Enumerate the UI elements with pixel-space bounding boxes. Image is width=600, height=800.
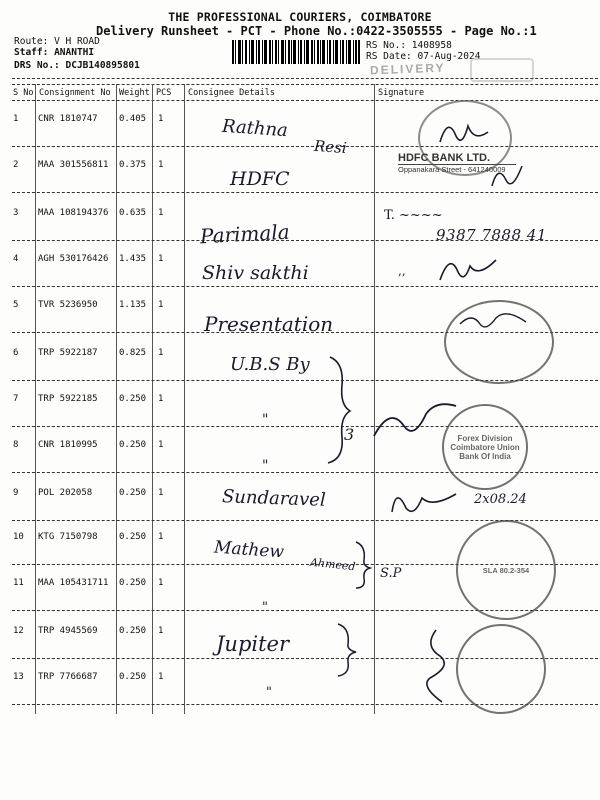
row-consignment: AGH 530176426 xyxy=(38,254,109,264)
route-label: Route: xyxy=(14,36,49,47)
row-sno: 9 xyxy=(13,488,19,498)
signature-mark xyxy=(436,250,506,286)
signature-mark xyxy=(386,480,466,520)
rs-no-value: 1408958 xyxy=(411,40,452,51)
rule-header-top xyxy=(12,84,598,85)
row-consignment: CNR 1810747 xyxy=(38,114,98,124)
row-consignment: CNR 1810995 xyxy=(38,440,98,450)
row-weight: 0.250 xyxy=(119,532,147,542)
signature-mark xyxy=(416,626,466,706)
row-sno: 11 xyxy=(13,578,24,588)
handwritten-name: Presentation xyxy=(204,312,334,336)
runsheet-title: Delivery Runsheet - PCT - Phone No.:0422-3505555 - Page No.:1 xyxy=(96,24,537,38)
handwritten-name: Ahmeed xyxy=(309,555,357,574)
row-weight: 0.250 xyxy=(119,488,147,498)
faded-delivery-stamp: DELIVERY xyxy=(369,60,446,78)
forex-stamp: Forex Division Coimbatore Union Bank Of India xyxy=(442,404,528,490)
handwritten-name: Jupiter xyxy=(216,632,290,656)
handwritten-signature: S.P xyxy=(380,566,402,581)
row-weight: 0.405 xyxy=(119,114,147,124)
drs-line xyxy=(14,60,140,71)
rs-no-line xyxy=(366,40,452,51)
col-divider xyxy=(35,84,36,714)
row-weight: 0.250 xyxy=(119,626,147,636)
row-pcs: 1 xyxy=(158,300,164,310)
row-sno: 3 xyxy=(13,208,19,218)
drs-label: DRS No.: xyxy=(14,60,60,71)
row-consignment: TVR 5236950 xyxy=(38,300,98,310)
row-consignment: TRP 5922187 xyxy=(38,348,98,358)
rs-date-value: 07-Aug-2024 xyxy=(417,51,481,62)
row-pcs: 1 xyxy=(158,160,164,170)
handwritten-name: Shiv sakthi xyxy=(202,262,309,284)
row-consignment: TRP 7766687 xyxy=(38,672,98,682)
handwritten-name: Rathna xyxy=(221,115,289,142)
col-divider xyxy=(152,84,153,714)
row-consignment: TRP 5922185 xyxy=(38,394,98,404)
ditto-mark: " xyxy=(262,458,269,474)
row-separator xyxy=(12,286,598,287)
row-pcs: 1 xyxy=(158,488,164,498)
row-weight: 0.825 xyxy=(119,348,147,358)
brace-number: 3 xyxy=(344,425,355,444)
barcode-image xyxy=(232,40,360,64)
row-consignment: MAA 105431711 xyxy=(38,578,109,588)
route-line xyxy=(14,36,100,47)
ditto-mark: ,, xyxy=(398,264,406,278)
row-weight: 0.635 xyxy=(119,208,147,218)
row-pcs: 1 xyxy=(158,578,164,588)
row-weight: 0.250 xyxy=(119,440,147,450)
row-weight: 0.375 xyxy=(119,160,147,170)
row-weight: 0.250 xyxy=(119,394,147,404)
row-pcs: 1 xyxy=(158,440,164,450)
row-sno: 6 xyxy=(13,348,19,358)
route-value: V H ROAD xyxy=(54,36,100,47)
col-header-consignment: Consignment No xyxy=(39,88,111,98)
rs-date-label: RS Date: xyxy=(366,51,412,62)
row-weight: 1.435 xyxy=(119,254,147,264)
handwritten-date: 2x08.24 xyxy=(474,492,527,507)
row-pcs: 1 xyxy=(158,208,164,218)
handwritten-signature: T. ~~~~ xyxy=(384,208,443,223)
handwritten-name: Resi xyxy=(313,136,348,158)
sla-stamp: SLA 80.2-354 xyxy=(456,520,556,620)
hdfc-stamp-title: HDFC BANK LTD. xyxy=(398,152,491,164)
ditto-mark: " xyxy=(262,600,268,615)
row-sno: 8 xyxy=(13,440,19,450)
ditto-mark: " xyxy=(266,685,272,700)
signature-mark xyxy=(436,112,496,152)
rs-date-line xyxy=(366,51,480,62)
row-pcs: 1 xyxy=(158,626,164,636)
row-sno: 7 xyxy=(13,394,19,404)
col-divider xyxy=(116,84,117,714)
col-header-pcs: PCS xyxy=(156,88,172,98)
row-pcs: 1 xyxy=(158,254,164,264)
brace-mark xyxy=(350,540,380,590)
row-consignment: MAA 301556811 xyxy=(38,160,109,170)
row-sno: 4 xyxy=(13,254,19,264)
brace-mark xyxy=(320,355,360,465)
row-sno: 5 xyxy=(13,300,19,310)
col-header-consignee: Consignee Details xyxy=(188,88,275,98)
staff-line xyxy=(14,47,94,58)
rule-header-bottom xyxy=(12,100,598,101)
drs-value: DCJB140895801 xyxy=(65,60,140,71)
row-consignment: POL 202058 xyxy=(38,488,93,498)
row-sno: 13 xyxy=(13,672,24,682)
row-sno: 1 xyxy=(13,114,19,124)
staff-value: ANANTHI xyxy=(54,47,95,58)
row-pcs: 1 xyxy=(158,394,164,404)
row-sno: 12 xyxy=(13,626,24,636)
col-header-signature: Signature xyxy=(378,88,425,98)
row-sno: 2 xyxy=(13,160,19,170)
row-consignment: KTG 7150798 xyxy=(38,532,98,542)
signature-mark xyxy=(488,158,528,194)
staff-label: Staff: xyxy=(14,47,49,58)
signature-mark xyxy=(456,306,536,336)
rule-top xyxy=(12,78,598,79)
hdfc-stamp-address: Oppanakara Street - 641240009 xyxy=(398,164,516,174)
handwritten-phone: 9387 7888 41 xyxy=(436,226,547,244)
row-pcs: 1 xyxy=(158,348,164,358)
handwritten-name: U.B.S By xyxy=(230,354,310,375)
row-weight: 0.250 xyxy=(119,672,147,682)
row-pcs: 1 xyxy=(158,532,164,542)
handwritten-name: Parimala xyxy=(199,219,291,249)
ditto-mark: " xyxy=(262,412,269,428)
col-header-sno: S No xyxy=(13,88,34,98)
rs-no-label: RS No.: xyxy=(366,40,407,51)
company-title: THE PROFESSIONAL COURIERS, COIMBATORE xyxy=(168,10,432,24)
handwritten-name: Sundaravel xyxy=(221,486,327,511)
col-divider xyxy=(184,84,185,714)
row-sno: 10 xyxy=(13,532,24,542)
col-header-weight: Weight xyxy=(119,88,150,98)
row-pcs: 1 xyxy=(158,672,164,682)
handwritten-name: HDFC xyxy=(230,168,290,190)
row-pcs: 1 xyxy=(158,114,164,124)
row-consignment: TRP 4945569 xyxy=(38,626,98,636)
row-weight: 0.250 xyxy=(119,578,147,588)
handwritten-name: Mathew xyxy=(213,537,285,563)
row-consignment: MAA 108194376 xyxy=(38,208,109,218)
round-stamp xyxy=(456,624,546,714)
row-weight: 1.135 xyxy=(119,300,147,310)
brace-mark xyxy=(330,622,366,678)
